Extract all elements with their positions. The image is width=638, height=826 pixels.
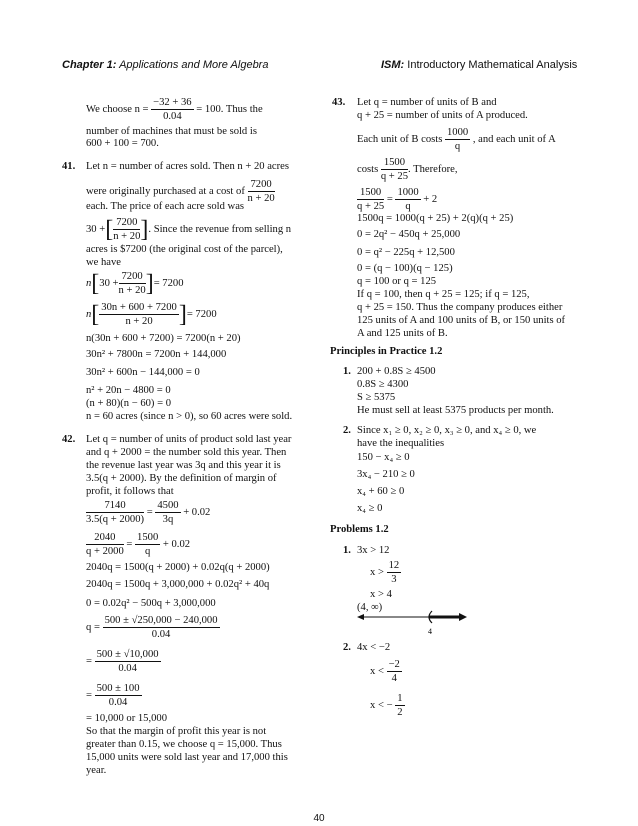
pp1-line-4: He must sell at least 5375 products per month. <box>357 405 554 416</box>
p41-eq-3: n(30n + 600 + 7200) = 7200(n + 20) <box>86 333 241 344</box>
p42-eq-6: q = $\frac{500 \pm √250,000 - 240,000}{0.04}$ <box>86 615 218 640</box>
p41-eq-4: 30n² + 7800n = 7200n + 144,000 <box>86 349 227 360</box>
p42-eq-9: = 10,000 or 15,000 <box>86 713 168 724</box>
running-header-left <box>62 59 268 71</box>
top-line-1: We choose n = $\frac{-32 + 36}{0.04}$ = 100. Thus the <box>86 97 263 122</box>
page-number: 40 <box>313 813 325 824</box>
p42-line-5: profit, it follows that <box>86 486 174 497</box>
p42-eq-8: = $\frac{500 \pm 100}{0.04}$ <box>86 683 140 708</box>
p42-eq-1: $\frac{7140}{3.5(q + 2000)}$ = $\frac{4500}{3q}$ + 0.02 <box>86 500 211 525</box>
p41-line-4: 30 +[ $\frac{7200}{n + 20}$ ]. Since the revenue from selling n <box>86 216 292 243</box>
top-line-2: number of machines that must be sold is <box>86 126 257 137</box>
p42-eq-4: 2040q = 1500q + 3,000,000 + 0.02q² + 40q <box>86 579 270 590</box>
p41-line-6: we have <box>86 257 121 268</box>
p42-line-9: year. <box>86 765 107 776</box>
p42-line-3: the revenue last year was 3q and this year it is <box>86 460 281 471</box>
p43-eq-6: q = 100 or q = 125 <box>357 276 437 287</box>
chapter-title: Applications and More Algebra <box>119 59 269 71</box>
pr2-line-3: x < − $\frac{1}{2}$ <box>370 693 403 718</box>
p43-eq-4: 0 = q² − 225q + 12,500 <box>357 247 455 258</box>
pp2-line-5: x₄ + 60 ≥ 0 <box>357 486 405 497</box>
running-header-right <box>381 59 577 71</box>
p41-eq-5: 30n² + 600n − 144,000 = 0 <box>86 367 200 378</box>
p42-line-4: 3.5(q + 2000). By the definition of margin of <box>86 473 277 484</box>
pp1-number: 1. <box>343 366 351 377</box>
p41-eq-6: n² + 20n − 4800 = 0 <box>86 385 171 396</box>
top-line-3: 600 + 100 = 700. <box>86 138 159 149</box>
p43-line-1: Let q = number of units of B and <box>357 97 497 108</box>
pr2-number: 2. <box>343 642 351 653</box>
pr2-line-2: x < $\frac{-2}{4}$ <box>370 659 400 684</box>
pp2-line-4: 3x₄ − 210 ≥ 0 <box>357 469 415 480</box>
p41-eq-2: n[ $\frac{30n + 600 + 7200}{n + 20}$ ]= 7200 <box>86 301 217 328</box>
section-heading-principles: Principles in Practice 1.2 <box>330 346 443 357</box>
pp1-line-1: 200 + 0.8S ≥ 4500 <box>357 366 436 377</box>
problem-42-number: 42. <box>62 434 76 445</box>
p41-eq-1: n[30 + $\frac{7200}{n + 20}$ ]= 7200 <box>86 270 184 297</box>
pp2-line-3: 150 − x₄ ≥ 0 <box>357 452 410 463</box>
number-line-right-arrow <box>459 613 467 621</box>
book-title: Introductory Mathematical Analysis <box>407 59 578 71</box>
pr1-line-1: 3x > 12 <box>357 545 390 556</box>
pp1-line-2: 0.8S ≥ 4300 <box>357 379 409 390</box>
pr1-number: 1. <box>343 545 351 556</box>
p43-line-2: q + 25 = number of units of A produced. <box>357 110 528 121</box>
p43-eq-1: $\frac{1500}{q + 25}$ = $\frac{1000}{q}$ + 2 <box>357 187 438 212</box>
left-column <box>62 96 322 796</box>
p42-line-7: greater than 0.15, we choose q = 15,000. Thus <box>86 739 282 750</box>
p42-eq-7: = $\frac{500 \pm √10,000}{0.04}$ <box>86 649 159 674</box>
pr2-line-1: 4x < −2 <box>357 642 391 653</box>
chapter-label: Chapter 1: <box>62 59 117 71</box>
p41-line-1: Let n = number of acres sold. Then n + 20 acres <box>86 161 289 172</box>
problem-43-number: 43. <box>332 97 346 108</box>
pp2-line-6: x₄ ≥ 0 <box>357 503 383 514</box>
p43-line-3: Each unit of B costs $\frac{1000}{q}$ , and each unit of A <box>357 127 556 152</box>
p41-eq-8: n = 60 acres (since n > 0), so 60 acres were sold. <box>86 411 293 422</box>
pp1-line-3: S ≥ 5375 <box>357 392 396 403</box>
right-column <box>330 96 590 796</box>
p42-line-1: Let q = number of units of product sold last year <box>86 434 292 445</box>
p42-eq-3: 2040q = 1500(q + 2000) + 0.02q(q + 2000) <box>86 562 270 573</box>
p42-line-6: So that the margin of profit this year is not <box>86 726 267 737</box>
p43-eq-5: 0 = (q − 100)(q − 125) <box>357 263 453 274</box>
p42-line-8: 15,000 units were sold last year and 17,000 this <box>86 752 288 763</box>
p41-eq-7: (n + 80)(n − 60) = 0 <box>86 398 172 409</box>
pr1-line-4: (4, ∞) <box>357 602 383 613</box>
p43-eq-10: A and 125 units of B. <box>357 328 448 339</box>
ism-label: ISM: <box>381 59 405 71</box>
pp2-number: 2. <box>343 425 351 436</box>
pp2-line-2: have the inequalities <box>357 438 445 449</box>
p43-eq-3: 0 = 2q² − 450q + 25,000 <box>357 229 461 240</box>
pp2-line-1: Since x₁ ≥ 0, x₂ ≥ 0, x₃ ≥ 0, and x₄ ≥ 0, we <box>357 425 537 436</box>
p43-line-4: costs $\frac{1500}{q + 25}$ . Therefore, <box>357 157 458 182</box>
p43-eq-2: 1500q = 1000(q + 25) + 2(q)(q + 25) <box>357 213 514 224</box>
p43-eq-8: q + 25 = 150. Thus the company produces either <box>357 302 563 313</box>
pr1-line-2: x > $\frac{12}{3}$ <box>370 560 400 585</box>
number-line <box>357 609 467 637</box>
p42-eq-5: 0 = 0.02q² − 500q + 3,000,000 <box>86 598 216 609</box>
tick-label-4: 4 <box>428 627 432 636</box>
section-heading-problems: Problems 1.2 <box>330 524 389 535</box>
p41-line-5: acres is $7200 (the original cost of the parcel), <box>86 244 283 255</box>
p43-eq-9: 125 units of A and 100 units of B, or 150 units of <box>357 315 566 326</box>
p42-line-2: and q + 2000 = the number sold this year. Then <box>86 447 287 458</box>
problem-41-number: 41. <box>62 161 76 172</box>
p43-eq-7: If q = 100, then q + 25 = 125; if q = 125, <box>357 289 530 300</box>
p42-eq-2: $\frac{2040}{q + 2000}$ = $\frac{1500}{q}$ + 0.02 <box>86 532 191 557</box>
p41-line-2: were originally purchased at a cost of $\frac{7200}{n + 20}$ <box>86 179 275 204</box>
number-line-left-arrow <box>357 614 364 620</box>
p41-line-3: each. The price of each acre sold was <box>86 201 245 212</box>
pr1-line-3: x > 4 <box>370 589 392 600</box>
